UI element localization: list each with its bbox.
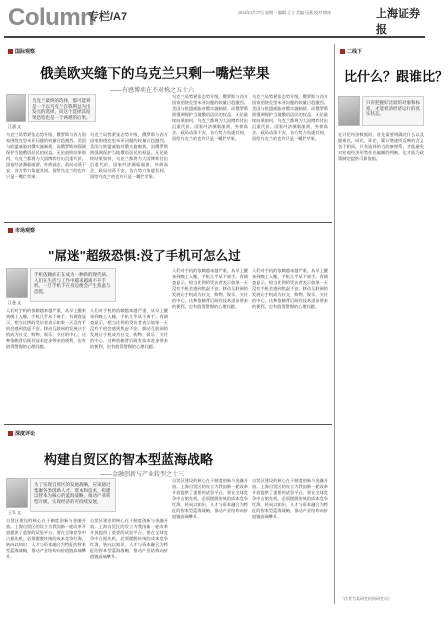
section-label: 专栏/A7 xyxy=(88,11,128,23)
article3-body-col4: 自贸区建设的核心在于制度创新与金融开放。上海自贸区的设立为我国新一轮改革开放提供了重要的试验平台。要在全球竞争中占据先机，必须摆脱传统的成本竞争红海，转向以知识、人才与资本融合为特征的智本型蓝海战略，推动产业结构向价值链高端攀升。 xyxy=(252,478,328,519)
issue-info: 2014年3月17日 星期一 编辑 王立 美编 乐燕 校对 徐冰 xyxy=(238,10,331,15)
article3-title: 构建自贸区的智本型蓝海战略 xyxy=(44,453,214,468)
article1-section-label: 国际观察 xyxy=(8,48,35,55)
article3-body-col3: 自贸区建设的核心在于制度创新与金融开放。上海自贸区的设立为我国新一轮改革开放提供了重要的试验平台。要在全球竞争中占据先机，必须摆脱传统的成本竞争红海，转向以知识、人才与资本融合为特征的智本型蓝海战略，推动产业结构向价值链高端攀升。 xyxy=(172,478,248,519)
sidebar-summary: 只有把握好比较的对象和标准，才能看清经济运行的真实状态。 xyxy=(362,96,424,126)
article2-body-col4: 人们对手机的依赖越来越严重，从早上醒来到晚上入睡，手机几乎从不离手。有调查显示，相当比例的受访者表示如果一天没有手机会感到焦虑不安。移动互联网的发展让手机成为社交、购物、娱乐、支付的中心，这种依赖背后既有技术进步带来的便利，也有值得警惕的心理问题。 xyxy=(252,268,328,309)
article2-body-col1: 人们对手机的依赖越来越严重，从早上醒来到晚上入睡，手机几乎从不离手。有调查显示，相当比例的受访者表示如果一天没有手机会感到焦虑不安。移动互联网的发展让手机成为社交、购物、娱乐、支付的中心，这种依赖背后既有技术进步带来的便利，也有值得警惕的心理问题。 xyxy=(6,308,86,349)
article2-summary: 手机依赖症正在成为一种新的现代病。人们在生活与工作中越来越离不开手机，一旦手机不在身边便会产生焦虑与恐慌。 xyxy=(30,268,116,302)
sidebar-author-photo xyxy=(338,96,360,126)
article1-body-col1: 乌克兰局势紧张态势升级，俄罗斯与西方国家围绕克里米亚问题的较量日趋激烈。美国与欧盟威胁对俄实施制裁，而俄罗斯则强调保护当地俄语居民的权益。无论最终结果如何，乌克兰都将为大国博弈付出沉重代价。国家经济濒临崩溃，外债高企，政局动荡不安，各方势力角逐其间，留给乌克兰的也许只是一嘴烂苹果。 xyxy=(6,132,86,179)
article1-body-col3: 乌克兰局势紧张态势升级，俄罗斯与西方国家围绕克里米亚问题的较量日趋激烈。美国与欧盟威胁对俄实施制裁，而俄罗斯则强调保护当地俄语居民的权益。无论最终结果如何，乌克兰都将为大国博弈付出沉重代价。国家经济濒临崩溃，外债高企，政局动荡不安，各方势力角逐其间，留给乌克兰的也许只是一嘴烂苹果。 xyxy=(172,94,248,141)
article1-body-col4: 乌克兰局势紧张态势升级，俄罗斯与西方国家围绕克里米亚问题的较量日趋激烈。美国与欧盟威胁对俄实施制裁，而俄罗斯则强调保护当地俄语居民的权益。无论最终结果如何，乌克兰都将为大国博弈付出沉重代价。国家经济濒临崩溃，外债高企，政局动荡不安，各方势力角逐其间，留给乌克兰的也许只是一嘴烂苹果。 xyxy=(252,94,328,141)
article1-title: 俄美欧夹缝下的乌克兰只剩一嘴烂苹果 xyxy=(40,66,270,82)
sidebar-section-label: 二线下 xyxy=(340,48,362,55)
article1-subtitle: ——有感博奕在不对称之五十六 xyxy=(110,88,195,94)
article2-body-col3: 人们对手机的依赖越来越严重，从早上醒来到晚上入睡，手机几乎从不离手。有调查显示，相当比例的受访者表示如果一天没有手机会感到焦虑不安。移动互联网的发展让手机成为社交、购物、娱乐、支付的中心，这种依赖背后既有技术进步带来的便利，也有值得警惕的心理问题。 xyxy=(172,268,248,309)
sidebar-title: 比什么？跟谁比？ xyxy=(344,70,448,85)
article3-author: 王军 文 xyxy=(8,510,21,515)
article3-section-label: 深度评论 xyxy=(8,430,35,437)
sidebar-footnote: （作者为某研究机构研究员） xyxy=(340,596,392,601)
masthead xyxy=(0,0,429,38)
article1-author: 江涌 文 xyxy=(8,124,21,129)
article3-body-col2: 自贸区建设的核心在于制度创新与金融开放。上海自贸区的设立为我国新一轮改革开放提供了重要的试验平台。要在全球竞争中占据先机，必须摆脱传统的成本竞争红海，转向以知识、人才与资本融合为特征的智本型蓝海战略，推动产业结构向价值链高端攀升。 xyxy=(90,518,168,559)
paper-name: 上海证券报 xyxy=(376,8,420,36)
article3-subtitle: ——金融创新与产业转型之十三 xyxy=(100,472,185,478)
article2-author-photo xyxy=(6,268,28,298)
article1-author-photo xyxy=(6,94,26,122)
article3-summary: 为了实现自贸区的发展战略，应该通过集聚各类创新人才、资本和技术，构建以智本为核心的蓝海战略，推动产业转型升级，实现经济的可持续发展。 xyxy=(30,478,116,512)
article2-title: "屌迷"超级恐惧:没了手机可怎么过 xyxy=(48,248,241,263)
article2-section-label: 市场观察 xyxy=(8,227,35,234)
article1-summary: 乌克兰最终的选择，都可能将是一个以乌克兰自我利益为出发点的选择，而这个选择其结果恐怕也是一个两难的后果。 xyxy=(28,94,96,122)
article1-body-col2: 乌克兰局势紧张态势升级，俄罗斯与西方国家围绕克里米亚问题的较量日趋激烈。美国与欧盟威胁对俄实施制裁，而俄罗斯则强调保护当地俄语居民的权益。无论最终结果如何，乌克兰都将为大国博弈付出沉重代价。国家经济濒临崩溃，外债高企，政局动荡不安，各方势力角逐其间，留给乌克兰的也许只是一嘴烂苹果。 xyxy=(90,132,168,179)
separator-article3 xyxy=(4,424,332,425)
sidebar-body: 在讨论经济数据时，首先需要明确比什么以及跟谁比。同比、环比、累计增速所反映的含义各不相同，只有选择恰当的参照系，才能避免对宏观经济形势作出偏颇的判断，也才能为政策制定提供可靠依据。 xyxy=(338,132,424,161)
column-wordmark: Column xyxy=(8,4,95,31)
masthead-rule xyxy=(4,36,425,38)
separator-article2 xyxy=(4,222,332,223)
sidebar-divider xyxy=(334,44,335,604)
article2-body-col2: 人们对手机的依赖越来越严重，从早上醒来到晚上入睡，手机几乎从不离手。有调查显示，相当比例的受访者表示如果一天没有手机会感到焦虑不安。移动互联网的发展让手机成为社交、购物、娱乐、支付的中心，这种依赖背后既有技术进步带来的便利，也有值得警惕的心理问题。 xyxy=(90,308,168,349)
article2-author: 江曼 文 xyxy=(8,300,21,305)
article3-body-col1: 自贸区建设的核心在于制度创新与金融开放。上海自贸区的设立为我国新一轮改革开放提供了重要的试验平台。要在全球竞争中占据先机，必须摆脱传统的成本竞争红海，转向以知识、人才与资本融合为特征的智本型蓝海战略，推动产业结构向价值链高端攀升。 xyxy=(6,518,86,559)
article3-author-photo xyxy=(6,478,28,508)
